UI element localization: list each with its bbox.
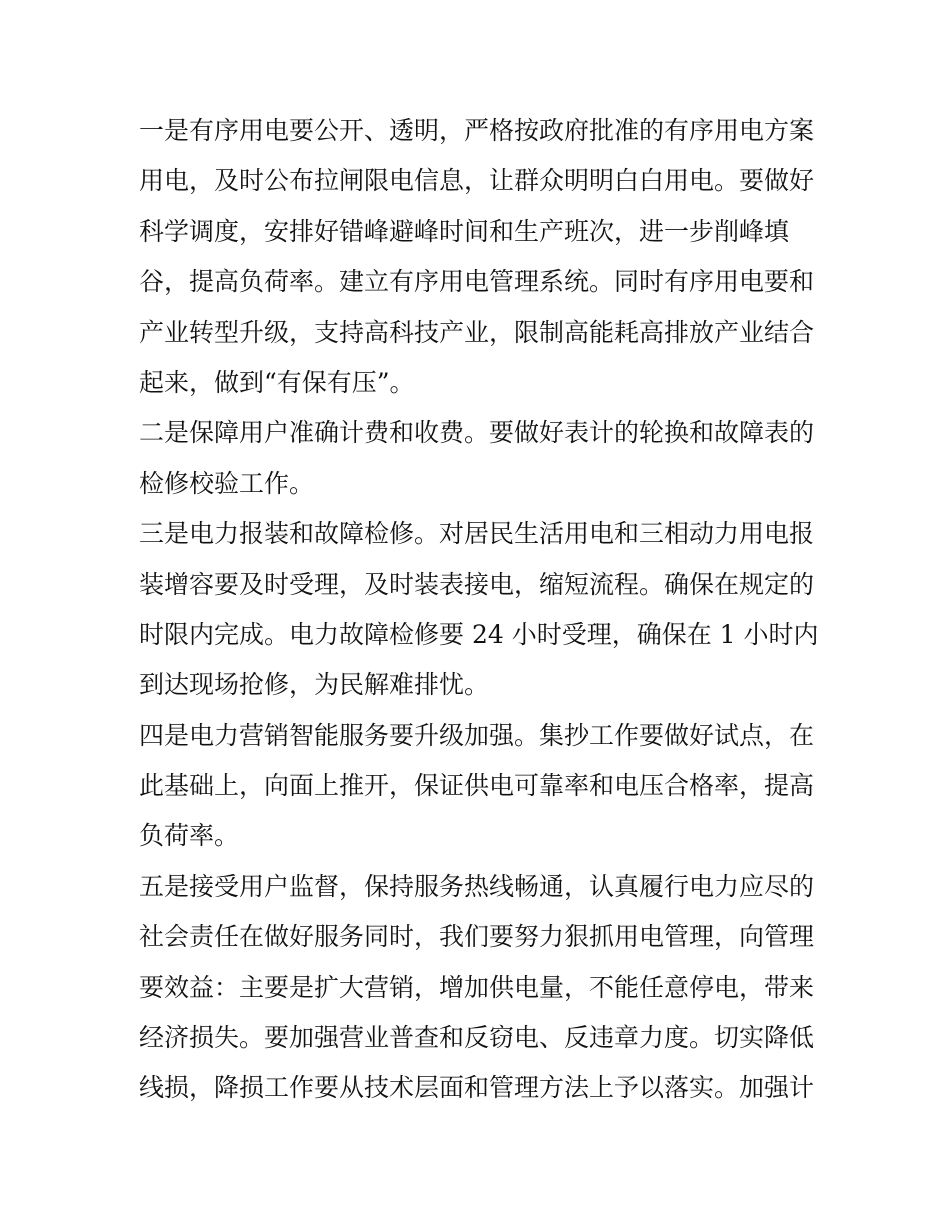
text-line: 谷，提高负荷率。建立有序用电管理系统。同时有序用电要和 [139,267,815,297]
text-line: 四是电力营销智能服务要升级加强。集抄工作要做好试点，在 [139,720,815,750]
text-line: 二是保障用户准确计费和收费。要做好表计的轮换和故障表的 [139,418,815,448]
text-line: 线损，降损工作要从技术层面和管理方法上予以落实。加强计 [139,1073,815,1103]
text-line: 三是电力报装和故障检修。对居民生活用电和三相动力用电报 [139,519,815,549]
text-line: 用电，及时公布拉闸限电信息，让群众明明白白用电。要做好 [139,166,815,196]
text-line: 此基础上，向面上推开，保证供电可靠率和电压合格率，提高 [139,771,815,801]
text-line: 检修校验工作。 [139,468,315,498]
text-line: 要效益：主要是扩大营销，增加供电量，不能任意停电，带来 [139,972,815,1002]
text-line: 产业转型升级，支持高科技产业，限制高能耗高排放产业结合 [139,317,815,347]
text-line: 五是接受用户监督，保持服务热线畅通，认真履行电力应尽的 [139,871,815,901]
text-line: 起来，做到“有保有压”。 [139,367,415,397]
text-line: 时限内完成。电力故障检修要 24 小时受理，确保在 1 小时内 [139,619,819,649]
text-line: 一是有序用电要公开、透明，严格按政府批准的有序用电方案 [139,116,815,145]
document-body [139,106,819,1114]
text-line: 负荷率。 [139,821,240,851]
text-line: 到达现场抢修，为民解难排忧。 [139,670,490,700]
text-line: 社会责任在做好服务同时，我们要努力狠抓用电管理，向管理 [139,922,815,952]
text-line: 经济损失。要加强营业普查和反窃电、反违章力度。切实降低 [139,1023,815,1053]
text-line: 科学调度，安排好错峰避峰时间和生产班次，进一步削峰填 [139,216,790,246]
text-line: 装增容要及时受理，及时装表接电，缩短流程。确保在规定的 [139,569,815,599]
